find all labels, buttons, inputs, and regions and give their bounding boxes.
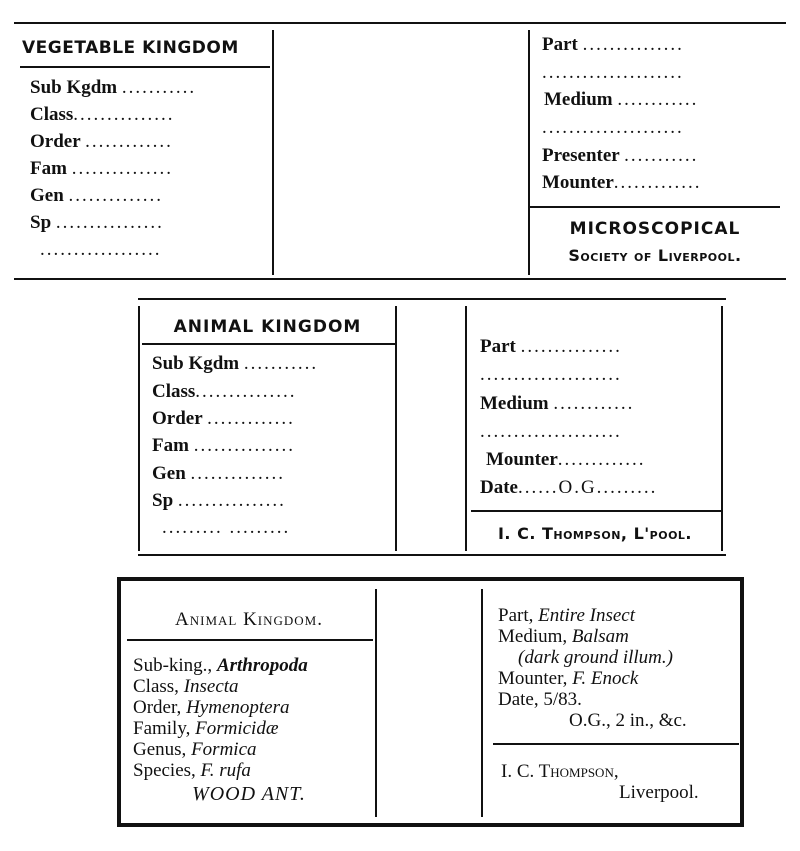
label1-row-fam: Fam ............... (30, 158, 173, 179)
label1-row-part: Part ............... (542, 34, 684, 55)
label3-owner-line2: Liverpool. (619, 782, 699, 803)
label1-row-class: Class............... (30, 104, 175, 125)
animal-kingdom-label (138, 298, 726, 556)
label3-owner-line1: I. C. Thompson, (501, 761, 619, 782)
label3-og: O.G., 2 in., &c. (569, 710, 687, 731)
label2-row-order: Order ............. (152, 408, 295, 429)
vegetable-kingdom-label (14, 22, 786, 280)
label3-genus: Genus, Formica (133, 739, 257, 760)
label1-row-medium: Medium ............ (544, 89, 699, 110)
label2-row-part: Part ............... (480, 336, 622, 357)
divider-right (481, 589, 483, 817)
label3-medium-note: (dark ground illum.) (518, 647, 673, 668)
label2-row-fam: Fam ............... (152, 435, 295, 456)
label2-row-sp: Sp ................ (152, 490, 286, 511)
label2-row-gen: Gen .............. (152, 463, 286, 484)
label3-species: Species, F. rufa (133, 760, 251, 781)
label2-row-sub-kgdm: Sub Kgdm ........... (152, 353, 319, 374)
label3-date: Date, 5/83. (498, 689, 582, 710)
label1-row-part-cont: ..................... (542, 62, 684, 83)
heading-rule (127, 639, 373, 641)
label1-row-gen: Gen .............. (30, 185, 164, 206)
society-line1: MICROSCOPICAL (569, 219, 741, 239)
label2-row-mounter: Mounter............. (486, 449, 646, 470)
label2-heading: ANIMAL KINGDOM (173, 317, 362, 337)
label2-row-part-cont: ..................... (480, 364, 622, 385)
label2-row-medium-cont: ..................... (480, 421, 622, 442)
label2-owner: I. C. Thompson, L'pool. (497, 524, 693, 543)
label2-row-medium: Medium ............ (480, 393, 635, 414)
label3-family: Family, Formicidæ (133, 718, 279, 739)
label1-row-order: Order ............. (30, 131, 173, 152)
wood-ant-specimen-label (117, 577, 744, 827)
divider-left (375, 589, 377, 817)
divider-left (272, 30, 274, 275)
label1-row-sp: Sp ................ (30, 212, 164, 233)
label2-row-date: Date......O.G......... (480, 477, 658, 498)
label3-class: Class, Insecta (133, 676, 239, 697)
label3-common-name: WOOD ANT. (192, 783, 306, 805)
label3-heading: Animal Kingdom. (175, 609, 323, 630)
label3-part: Part, Entire Insect (498, 605, 636, 626)
label1-row-sub-kgdm: Sub Kgdm ........... (30, 77, 197, 98)
label1-row-blank: .................. (40, 239, 162, 260)
label3-medium: Medium, Balsam (498, 626, 629, 647)
society-line2: Society of Liverpool. (568, 246, 742, 265)
label3-order: Order, Hymenoptera (133, 697, 290, 718)
divider-outer-left (138, 306, 140, 551)
label1-row-presenter: Presenter ........... (542, 145, 699, 166)
label3-subkingdom: Sub-king., Arthropoda (133, 655, 308, 676)
owner-rule (471, 510, 721, 512)
heading-rule (20, 66, 270, 68)
label3-mounter: Mounter, F. Enock (498, 668, 639, 689)
divider-right (465, 306, 467, 551)
society-rule (530, 206, 780, 208)
label2-row-class: Class............... (152, 381, 297, 402)
owner-rule (493, 743, 739, 745)
divider-left (395, 306, 397, 551)
label2-row-blank: ......... ......... (162, 517, 291, 538)
label1-row-medium-cont: ..................... (542, 117, 684, 138)
divider-outer-right (721, 306, 723, 551)
heading-rule (142, 343, 395, 345)
label1-heading: VEGETABLE KINGDOM (22, 38, 239, 58)
label1-row-mounter: Mounter............. (542, 172, 702, 193)
